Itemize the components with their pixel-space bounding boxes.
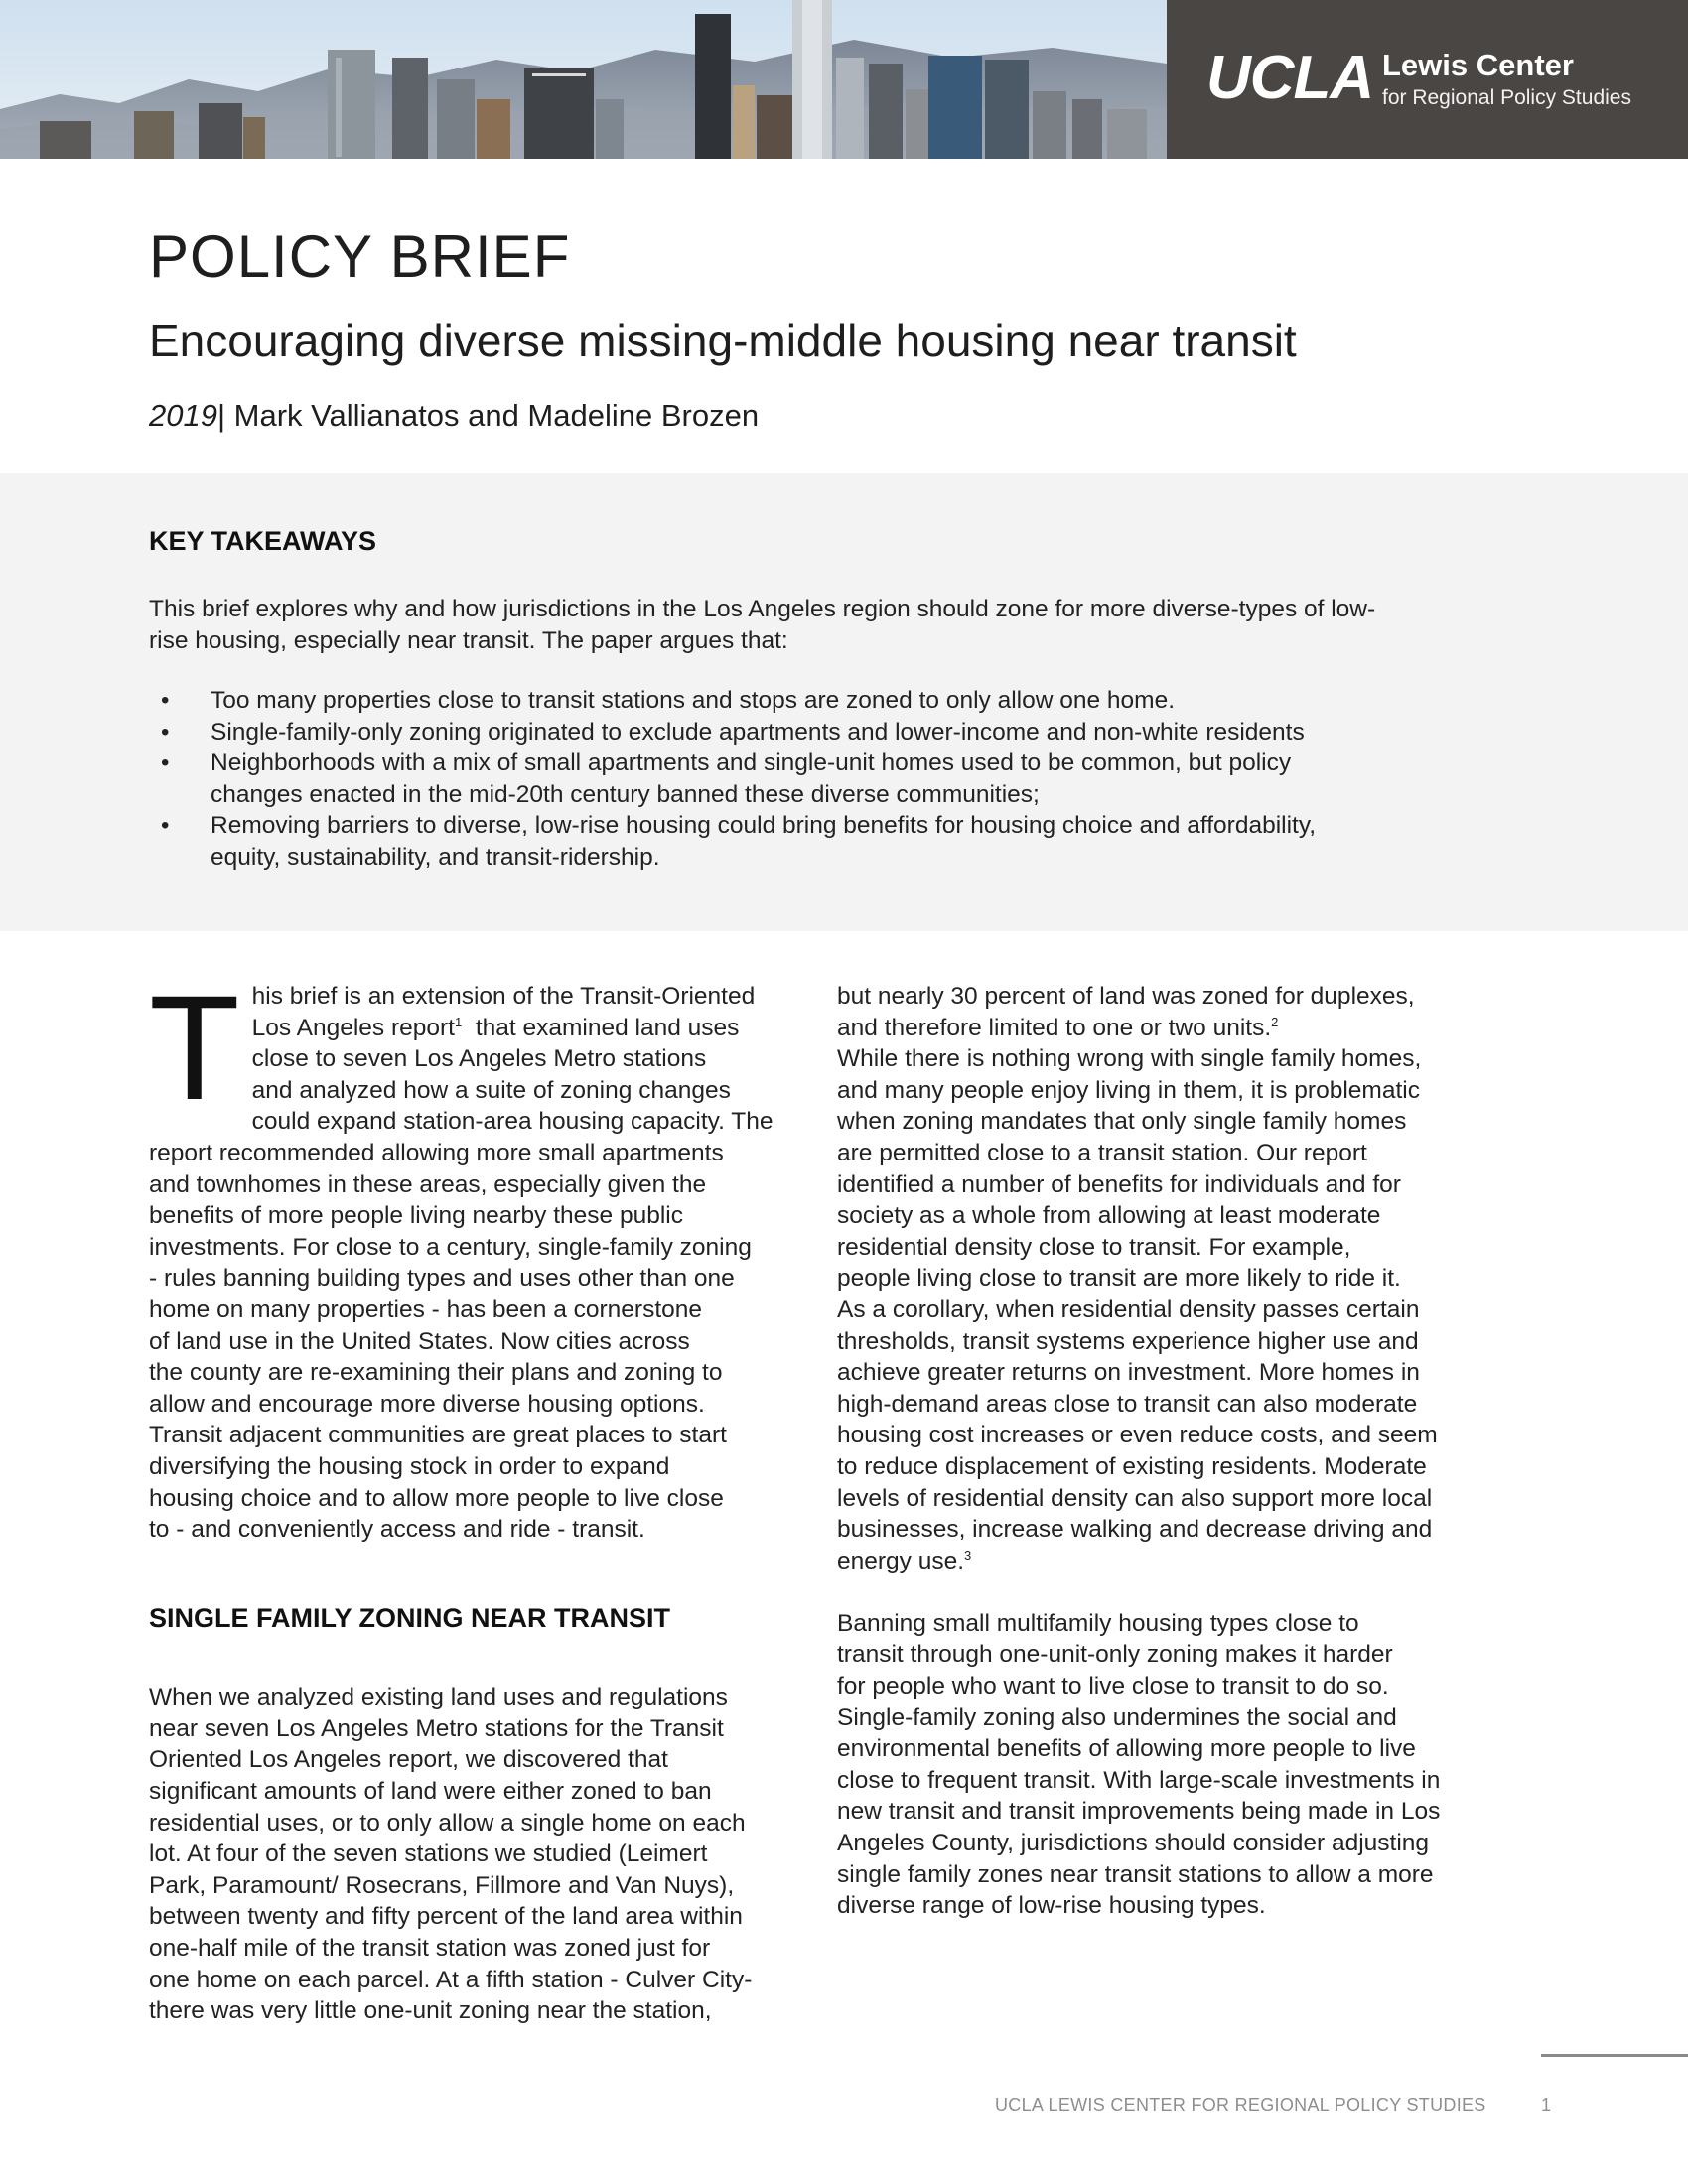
text-line: to - and conveniently access and ride - transit.	[149, 1516, 645, 1544]
text-line: Park, Paramount/ Rosecrans, Fillmore and Van Nuys),	[149, 1871, 735, 1899]
authors: | Mark Vallianatos and Madeline Brozen	[216, 398, 760, 433]
text-line: to reduce displacement of existing residents. Moderate	[837, 1452, 1427, 1480]
text-line: Transit adjacent communities are great places to start	[149, 1422, 727, 1449]
list-item-text: Neighborhoods with a mix of small apartments and single-unit homes used to be common, but policy	[211, 750, 1292, 776]
intro-line: rise housing, especially near transit. The paper argues that:	[149, 627, 788, 654]
left-column	[149, 964, 844, 2027]
body-paragraph	[837, 1043, 1512, 1576]
text-line: Single-family zoning also undermines the social and	[837, 1704, 1397, 1731]
text-line: single family zones near transit stations to allow a more	[837, 1860, 1434, 1888]
drop-cap: T	[149, 964, 240, 1131]
text-line: home on many properties - has been a cornerstone	[149, 1296, 703, 1323]
key-takeaways-box	[0, 473, 1688, 931]
text-line: Banning small multifamily housing types close to	[837, 1609, 1359, 1637]
text-line: businesses, increase walking and decrease driving and	[837, 1516, 1433, 1544]
text-line: allow and encourage more diverse housing options.	[149, 1390, 705, 1418]
key-takeaways-heading: KEY TAKEAWAYS	[149, 526, 377, 556]
list-item	[149, 685, 1479, 717]
text-line: diverse range of low-rise housing types.	[837, 1892, 1266, 1920]
body-paragraph	[837, 981, 1512, 1043]
list-item	[149, 810, 1479, 873]
text-line: identified a number of benefits for individuals and for	[837, 1170, 1401, 1198]
text-line: housing cost increases or even reduce costs, and seem	[837, 1422, 1438, 1449]
text-line: residential density close to transit. For example,	[837, 1233, 1351, 1261]
text-line: Angeles County, jurisdictions should consider adjusting	[837, 1830, 1430, 1857]
text-line: and many people enjoy living in them, it is problematic	[837, 1076, 1420, 1104]
text-line: lot. At four of the seven stations we studied (Leimert	[149, 1841, 708, 1868]
text-line: achieve greater returns on investment. More homes in	[837, 1359, 1420, 1387]
text-line: environmental benefits of allowing more people to live	[837, 1735, 1416, 1763]
body-paragraph	[837, 1608, 1512, 1922]
byline	[149, 397, 759, 434]
list-item-text: Removing barriers to diverse, low-rise housing could bring benefits for housing choice and affordability,	[211, 812, 1317, 839]
intro-line: This brief explores why and how jurisdictions in the Los Angeles region should zone for more diverse-types of low-	[149, 596, 1376, 622]
page-number: 1	[1541, 2095, 1552, 2115]
brand-block	[1167, 0, 1688, 159]
text-line: Los Angeles report	[251, 1014, 455, 1041]
text-line: When we analyzed existing land uses and regulations	[149, 1684, 728, 1711]
text-line: and analyzed how a suite of zoning changes	[251, 1076, 731, 1104]
text-line: that examined land uses	[475, 1014, 740, 1041]
intro-paragraph	[149, 964, 844, 1546]
bullet-icon: •	[161, 687, 170, 714]
right-column	[837, 981, 1512, 1922]
skyline-photo	[0, 0, 1167, 159]
text-line: new transit and transit improvements being made in Los	[837, 1798, 1441, 1826]
text-line: significant amounts of land were either zoned to ban	[149, 1778, 712, 1806]
list-item-text: equity, sustainability, and transit-ridership.	[211, 843, 660, 871]
document-title: Encouraging diverse missing-middle housing near transit	[149, 315, 1297, 366]
text-line: his brief is an extension of the Transit-Oriented	[251, 983, 756, 1010]
text-line: Oriented Los Angeles report, we discovered that	[149, 1746, 668, 1774]
brand-name: Lewis Center	[1382, 48, 1574, 82]
text-line: one-half mile of the transit station was zoned just for	[149, 1935, 711, 1963]
text-line: and therefore limited to one or two units.	[837, 1014, 1272, 1041]
brand-subtitle: for Regional Policy Studies	[1382, 86, 1631, 109]
document-type: POLICY BRIEF	[149, 223, 571, 290]
paragraph-gap	[837, 1576, 1512, 1608]
list-item	[149, 717, 1479, 749]
text-line: levels of residential density can also support more local	[837, 1484, 1433, 1512]
text-line: high-demand areas close to transit can also moderate	[837, 1390, 1418, 1418]
section-heading: SINGLE FAMILY ZONING NEAR TRANSIT	[149, 1602, 671, 1633]
text-line: As a corollary, when residential density passes certain	[837, 1296, 1420, 1323]
text-line: - rules banning building types and uses other than one	[149, 1265, 735, 1293]
body-paragraph	[149, 1682, 844, 2027]
list-item-text: Too many properties close to transit stations and stops are zoned to only allow one home.	[211, 687, 1176, 714]
text-line: people living close to transit are more likely to ride it.	[837, 1265, 1401, 1293]
key-takeaways-intro	[149, 594, 1479, 657]
footnote-marker[interactable]: 3	[964, 1547, 972, 1563]
text-line: thresholds, transit systems experience higher use and	[837, 1327, 1419, 1355]
text-line: report recommended allowing more small apartments	[149, 1139, 724, 1166]
text-line: the county are re-examining their plans and zoning to	[149, 1359, 723, 1387]
text-line: society as a whole from allowing at least moderate	[837, 1202, 1381, 1230]
list-item-text: Single-family-only zoning originated to exclude apartments and lower-income and non-white residents	[211, 718, 1305, 746]
bullet-icon: •	[161, 718, 170, 746]
text-line: could expand station-area housing capacity. The	[251, 1108, 774, 1136]
footnote-marker[interactable]: 1	[454, 1014, 463, 1029]
text-line: energy use.	[837, 1547, 965, 1574]
text-line: between twenty and fifty percent of the land area within	[149, 1903, 743, 1931]
text-line: diversifying the housing stock in order to expand	[149, 1452, 670, 1480]
bullet-icon: •	[161, 812, 170, 839]
publication-year: 2019	[149, 398, 217, 433]
text-line: but nearly 30 percent of land was zoned for duplexes,	[837, 983, 1415, 1010]
text-line: of land use in the United States. Now cities across	[149, 1327, 690, 1355]
list-item	[149, 748, 1479, 810]
text-line: near seven Los Angeles Metro stations for the Transit	[149, 1714, 724, 1742]
text-line: benefits of more people living nearby these public	[149, 1202, 683, 1230]
text-line: investments. For close to a century, single-family zoning	[149, 1233, 752, 1261]
list-item-text: changes enacted in the mid-20th century banned these diverse communities;	[211, 780, 1040, 808]
footnote-marker[interactable]: 2	[1271, 1014, 1279, 1029]
ucla-logo: UCLA	[1206, 44, 1374, 112]
text-line: housing choice and to allow more people to live close	[149, 1484, 724, 1512]
text-line: one home on each parcel. At a fifth station - Culver City-	[149, 1966, 753, 1993]
text-line: close to seven Los Angeles Metro stations	[251, 1045, 707, 1073]
text-line: for people who want to live close to transit to do so.	[837, 1673, 1389, 1701]
text-line: transit through one-unit-only zoning makes it harder	[837, 1641, 1393, 1669]
header-banner	[0, 0, 1688, 159]
bullet-icon: •	[161, 750, 170, 776]
text-line: close to frequent transit. With large-scale investments in	[837, 1766, 1441, 1794]
text-line: and townhomes in these areas, especially given the	[149, 1170, 707, 1198]
footer-rule	[1541, 2054, 1688, 2057]
text-line: when zoning mandates that only single family homes	[837, 1108, 1407, 1136]
key-takeaways-list	[149, 685, 1479, 873]
footer-organization: UCLA LEWIS CENTER FOR REGIONAL POLICY STUDIES	[995, 2095, 1486, 2115]
text-line: residential uses, or to only allow a single home on each	[149, 1809, 746, 1837]
text-line: While there is nothing wrong with single family homes,	[837, 1045, 1422, 1073]
text-line: there was very little one-unit zoning near the station,	[149, 1997, 712, 2025]
text-line: are permitted close to a transit station. Our report	[837, 1139, 1367, 1166]
